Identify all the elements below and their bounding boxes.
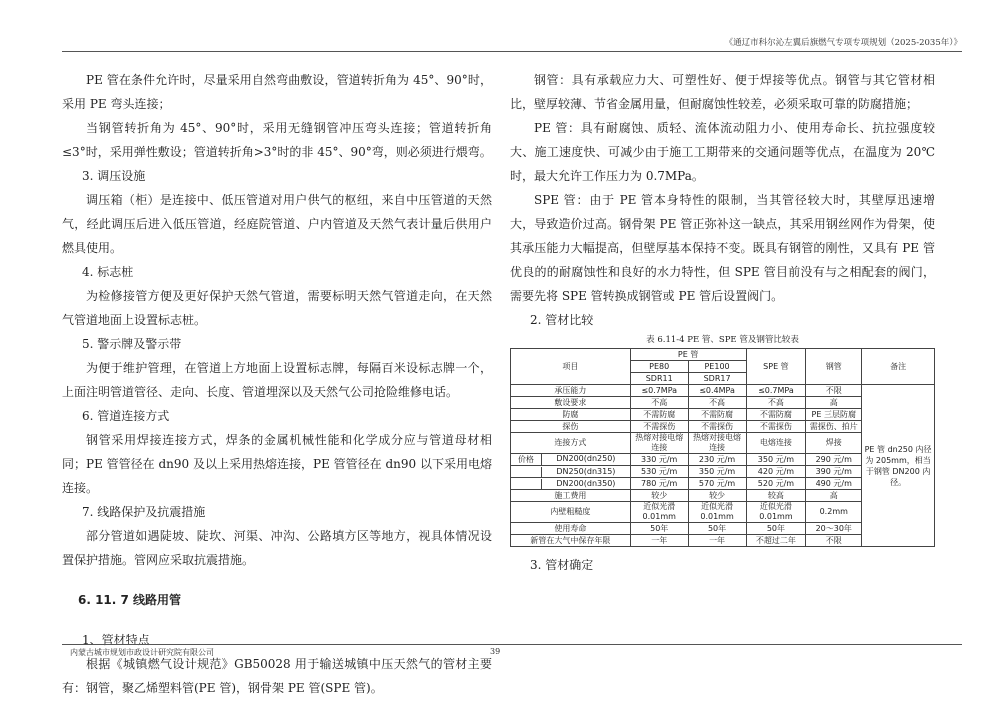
table-cell: 不需探伤: [630, 421, 688, 433]
table-cell: 施工费用: [511, 490, 631, 502]
price-size: DN250(dn315): [556, 466, 616, 476]
table-cell: 敷设要求: [511, 397, 631, 409]
table-cell: 420 元/m: [746, 466, 806, 478]
header-rule: [62, 51, 962, 52]
table-cell: [511, 478, 631, 490]
table-cell: 不需防腐: [688, 409, 746, 421]
footer-rule: [62, 644, 962, 645]
table-cell: 570 元/m: [688, 478, 746, 490]
table-cell: 电熔连接: [746, 433, 806, 454]
table-caption: 表 6.11-4 PE 管、SPE 管及钢管比较表: [646, 335, 799, 345]
price-label-spacer: [511, 467, 542, 477]
table-cell: 50年: [688, 523, 746, 535]
table-cell: 连接方式: [511, 433, 631, 454]
subheading: 5. 警示牌及警示带: [82, 337, 182, 351]
table-cell: 不限: [806, 535, 862, 547]
table-cell: ≤0.4MPa: [688, 385, 746, 397]
table-cell: 高: [806, 490, 862, 502]
table-cell: 防腐: [511, 409, 631, 421]
subheading: 2. 管材比较: [530, 313, 594, 327]
subheading: 1、管材特点: [82, 633, 150, 647]
paragraph: PE 管：具有耐腐蚀、质轻、流体流动阻力小、使用寿命长、抗拉强度较大、施工速度快、可减少由于施工工期带来的交通问题等优点，在温度为 20℃时，最大允许工作压力为 0.7MPa。: [510, 121, 935, 183]
page-number: 39: [490, 647, 501, 656]
left-column: [62, 68, 492, 700]
table-cell: 330 元/m: [630, 454, 688, 466]
table-cell: 50年: [746, 523, 806, 535]
price-label: 价格: [511, 454, 542, 465]
table-cell: 780 元/m: [630, 478, 688, 490]
table-cell: 390 元/m: [806, 466, 862, 478]
section-heading: 6. 11. 7 线路用管: [78, 593, 182, 607]
table-cell: 不需防腐: [630, 409, 688, 421]
table-header-row: [511, 349, 935, 361]
paragraph: SPE 管：由于 PE 管本身特性的限制，当其管径较大时，其壁厚迅速增大，导致造价过高。钢骨架 PE 管正弥补这一缺点，其采用钢丝网作为骨架，使其承压能力大幅提高，但壁厚基本保持不变。既具有钢管的刚性，又具有 PE 管优良的的耐腐蚀性和良好的水力特性，但 SPE 管目前没有与之相配套的阀门，需要先将 SPE 管转换成钢管或 PE 管后设置阀门。: [510, 193, 935, 303]
table-cell: 探伤: [511, 421, 631, 433]
table-cell: 350 元/m: [688, 466, 746, 478]
table-cell: ≤0.7MPa: [630, 385, 688, 397]
table-cell: 不高: [688, 397, 746, 409]
table-cell: 不需防腐: [746, 409, 806, 421]
paragraph: 为检修接管方便及更好保护天然气管道，需要标明天然气管道走向，在天然气管道地面上设置标志桩。: [62, 289, 492, 327]
header-cell: 备注: [862, 349, 935, 385]
table-cell: 近似光滑 0.01mm: [746, 502, 806, 523]
table-cell: 350 元/m: [746, 454, 806, 466]
header-cell: SDR17: [688, 373, 746, 385]
table-cell: 热熔对接电熔连接: [630, 433, 688, 454]
table-cell: 较高: [746, 490, 806, 502]
paragraph: 钢管采用焊接连接方式，焊条的金属机械性能和化学成分应与管道母材相同；PE 管管径在 dn90 及以上采用热熔连接，PE 管管径在 dn90 以下采用电熔连接。: [62, 433, 492, 495]
price-size: DN200(dn350): [556, 478, 616, 488]
table-cell: 近似光滑 0.01mm: [630, 502, 688, 523]
table-cell: 一年: [630, 535, 688, 547]
header-cell: 项目: [511, 349, 631, 385]
table-cell: 使用寿命: [511, 523, 631, 535]
header-cell: 钢管: [806, 349, 862, 385]
table-cell: [511, 466, 631, 478]
table-cell: [511, 454, 631, 466]
paragraph: 部分管道如遇陡坡、陡坎、河渠、冲沟、公路填方区等地方，视具体情况设置保护措施。管网应采取抗震措施。: [62, 529, 492, 567]
table-cell: 较少: [688, 490, 746, 502]
table-cell: 230 元/m: [688, 454, 746, 466]
paragraph: 根据《城镇燃气设计规范》GB50028 用于输送城镇中压天然气的管材主要有：钢管，聚乙烯塑料管(PE 管)，钢骨架 PE 管(SPE 管)。: [62, 657, 492, 695]
subheading: 4. 标志桩: [82, 265, 134, 279]
subheading: 3. 调压设施: [82, 169, 146, 183]
table-cell: 不高: [630, 397, 688, 409]
table-cell: 新管在大气中保存年限: [511, 535, 631, 547]
right-column: [510, 68, 935, 577]
table-cell: 近似光滑 0.01mm: [688, 502, 746, 523]
price-size: DN200(dn250): [556, 454, 616, 463]
table-cell: 290 元/m: [806, 454, 862, 466]
header-cell: PE80: [630, 361, 688, 373]
paragraph: PE 管在条件允许时，尽量采用自然弯曲敷设，管道转折角为 45°、90°时，采用 PE 弯头连接；: [62, 73, 492, 111]
header-cell: PE 管: [630, 349, 746, 361]
table-cell: 490 元/m: [806, 478, 862, 490]
table-cell: ≤0.7MPa: [746, 385, 806, 397]
table-cell: 较少: [630, 490, 688, 502]
table-cell: 0.2mm: [806, 502, 862, 523]
table-cell: 热熔对接电熔连接: [688, 433, 746, 454]
table-cell: 内壁粗糙度: [511, 502, 631, 523]
table-cell: 承压能力: [511, 385, 631, 397]
table-cell: 50年: [630, 523, 688, 535]
table-cell: 不需探伤: [688, 421, 746, 433]
table-cell: 不限: [806, 385, 862, 397]
subheading: 6. 管道连接方式: [82, 409, 170, 423]
header-cell: SPE 管: [746, 349, 806, 385]
table-cell: 焊接: [806, 433, 862, 454]
table-cell: 不高: [746, 397, 806, 409]
subheading: 3. 管材确定: [530, 558, 594, 572]
subheading: 7. 线路保护及抗震措施: [82, 505, 206, 519]
header-cell: SDR11: [630, 373, 688, 385]
table-cell: 530 元/m: [630, 466, 688, 478]
paragraph: 当钢管转折角为 45°、90°时，采用无缝钢管冲压弯头连接；管道转折角≤3°时，采用弹性敷设；管道转折角>3°时的非 45°、90°弯，则必须进行煨弯。: [62, 121, 492, 159]
header-title: 《通辽市科尔沁左翼后旗燃气专项专项规划（2025-2035年）》: [724, 38, 962, 48]
comparison-table: [510, 348, 935, 547]
table-cell: 520 元/m: [746, 478, 806, 490]
footer-org: 内蒙古城市规划市政设计研究院有限公司: [70, 648, 214, 657]
table-row: [511, 385, 935, 397]
remark-cell: PE 管 dn250 内径为 205mm，相当于钢管 DN200 内径。: [862, 385, 935, 547]
table-cell: 高: [806, 397, 862, 409]
table-cell: 不需探伤: [746, 421, 806, 433]
table-cell: 20～30年: [806, 523, 862, 535]
paragraph: 钢管：具有承载应力大、可塑性好、便于焊接等优点。钢管与其它管材相比，壁厚较薄、节省金属用量，但耐腐蚀性较差，必须采取可靠的防腐措施；: [510, 73, 935, 111]
table-cell: 一年: [688, 535, 746, 547]
table-cell: 需探伤、拍片: [806, 421, 862, 433]
paragraph: 为便于维护管理，在管道上方地面上设置标志牌，每隔百米设标志牌一个，上面注明管道管径、走向、长度、管道埋深以及天然气公司抢险维修电话。: [62, 361, 492, 399]
header-cell: PE100: [688, 361, 746, 373]
price-label-spacer: [511, 479, 542, 489]
paragraph: 调压箱（柜）是连接中、低压管道对用户供气的枢纽，来自中压管道的天然气，经此调压后进入低压管道，经庭院管道、户内管道及天然气表计量后供用户燃具使用。: [62, 193, 492, 255]
table-cell: PE 三层防腐: [806, 409, 862, 421]
table-cell: 不超过二年: [746, 535, 806, 547]
